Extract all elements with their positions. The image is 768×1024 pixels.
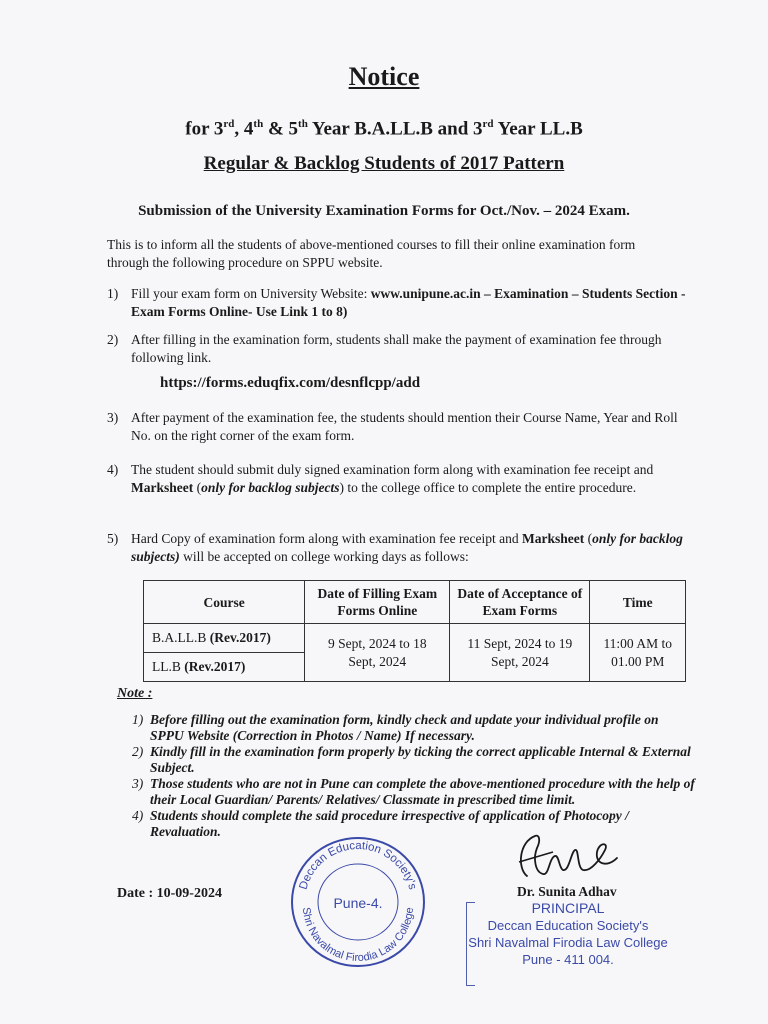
notice-subtitle-years: for 3rd, 4th & 5th Year B.A.LL.B and 3rd Year LL.B	[185, 118, 583, 140]
filling-dates: 9 Sept, 2024 to 18 Sept, 2024	[305, 624, 450, 682]
stamp-arc-bottom: Shri Navalmal Firodia Law College	[299, 906, 417, 965]
header-time: Time	[590, 581, 686, 624]
note-4: 4) Students should complete the said procedure irrespective of application of Photocopy / Revaluation.	[132, 808, 629, 839]
intro-paragraph: This is to inform all the students of above-mentioned courses to fill their online examination form through the following procedure on SPPU website.	[107, 237, 636, 270]
notice-subtitle-pattern: Regular & Backlog Students of 2017 Pattern	[203, 153, 565, 174]
schedule-table	[143, 580, 686, 682]
notice-date: Date : 10-09-2024	[117, 886, 222, 901]
note-3: 3) Those students who are not in Pune can complete the above-mentioned procedure with the help of their Local Guardian/ Parents/ Relatives/ Classmate in prescribed time limit.	[132, 776, 695, 807]
time-window: 11:00 AM to 01.00 PM	[590, 624, 686, 682]
principal-stamp: PRINCIPAL Deccan Education Society's Shri Navalmal Firodia Law College Pune - 411 004.	[468, 900, 668, 967]
step-5: 5) Hard Copy of examination form along with examination fee receipt and Marksheet (only for backlog subjects) will be accepted on college working days as follows:	[107, 531, 683, 564]
step-2: 2) After filling in the examination form, students shall make the payment of examination fee through following link.	[107, 332, 662, 365]
notice-subject: Submission of the University Examination Forms for Oct./Nov. – 2024 Exam.	[138, 203, 630, 219]
step-1: 1) Fill your exam form on University Website: www.unipune.ac.in – Examination – Students Section -Exam Forms Online- Use Link 1 to 8)	[107, 286, 686, 319]
college-seal-stamp	[283, 830, 433, 970]
stamp-center-text: Pune-4.	[333, 895, 383, 911]
university-website-link[interactable]: www.unipune.ac.in – Examination – Students Section -Exam Forms Online- Use Link 1 to 8)	[131, 286, 686, 319]
header-acceptance: Date of Acceptance of Exam Forms	[450, 581, 590, 624]
notes-heading: Note :	[117, 686, 153, 701]
signatory-name: Dr. Sunita Adhav	[517, 884, 617, 899]
table-header-row	[144, 581, 686, 624]
signature	[505, 828, 625, 888]
step-3: 3) After payment of the examination fee, the students should mention their Course Name, Year and Roll No. on the right corner of the exam form.	[107, 410, 678, 443]
acceptance-dates: 11 Sept, 2024 to 19 Sept, 2024	[450, 624, 590, 682]
table-row	[144, 624, 686, 653]
header-course: Course	[144, 581, 305, 624]
stamp-arc-top: Deccan Education Society's	[297, 839, 419, 892]
note-1: 1) Before filling out the examination form, kindly check and update your individual profile on SPPU Website (Correction in Photos / Name) If necessary.	[132, 712, 659, 743]
payment-link[interactable]: https://forms.eduqfix.com/desnflcpp/add	[160, 375, 421, 391]
notice-title: Notice	[348, 62, 420, 91]
step-4: 4) The student should submit duly signed examination form along with examination fee receipt and Marksheet (only for backlog subjects) to the college office to complete the entire procedure.	[107, 462, 654, 495]
header-filling: Date of Filling Exam Forms Online	[305, 581, 450, 624]
course-ballb: B.A.LL.B (Rev.2017)	[144, 624, 305, 653]
note-2: 2) Kindly fill in the examination form properly by ticking the correct applicable Internal & External Subject.	[132, 744, 691, 775]
course-llb: LL.B (Rev.2017)	[144, 653, 305, 682]
